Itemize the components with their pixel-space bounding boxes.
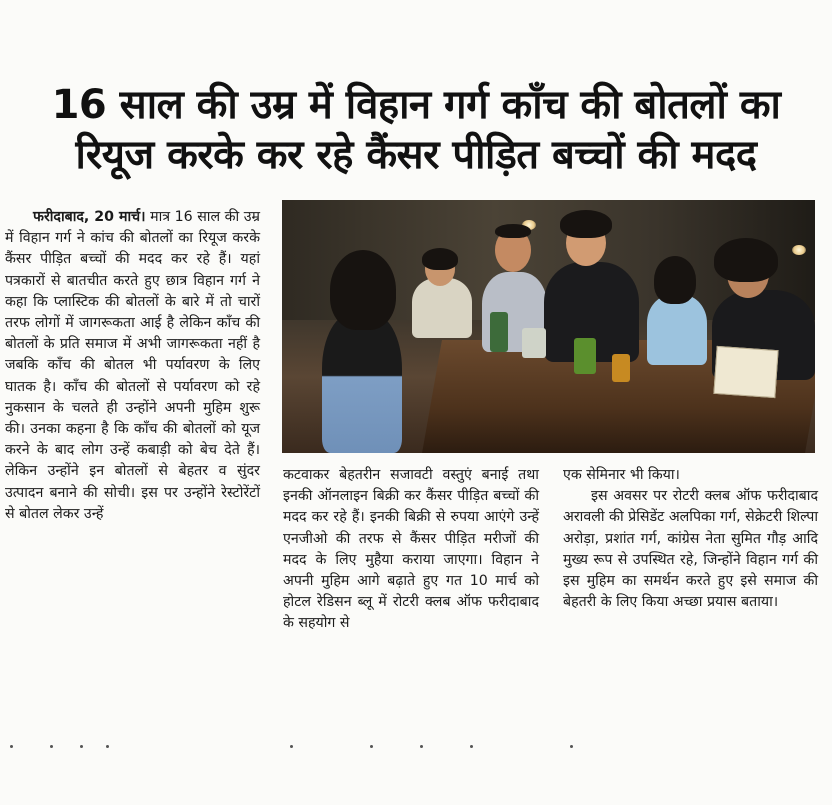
glass-jar	[522, 328, 546, 358]
headline-line-1: 16 साल की उम्र में विहान गर्ग काँच की बोतलों का	[51, 82, 781, 128]
person-girl-foreground	[322, 312, 402, 453]
news-photo	[282, 200, 815, 453]
glass-bottle	[574, 338, 596, 374]
person-girl-right	[647, 295, 707, 365]
headline-line-2: रियूज करके कर रहे कैंसर पीड़ित बच्चों की मदद	[75, 132, 757, 178]
person-hair	[422, 248, 458, 270]
glass-bottle	[612, 354, 630, 382]
person-hair	[654, 256, 696, 304]
ceiling-light	[792, 245, 806, 255]
dateline: फरीदाबाद, 20 मार्च।	[33, 209, 146, 225]
column-3-intro: एक सेमिनार भी किया।	[563, 467, 680, 483]
display-card	[713, 346, 778, 398]
person-hair	[495, 224, 531, 238]
headline	[10, 80, 822, 180]
glass-bottle	[490, 312, 508, 352]
article-column-3	[563, 465, 818, 613]
person-background-left	[412, 278, 472, 338]
column-1-text: मात्र 16 साल की उम्र में विहान गर्ग ने कांच की बोतलों का रियूज करके कैंसर पीड़ित बच्चों की मदद कर रहे हैं। यहां पत्रकारों से बातचीत करते हुए छात्र विहान गर्ग ने कहा कि प्लास्टिक की बोतलों के बारे में तो चारों तरफ लोगों में जागरूकता आई है लेकिन काँच की बोतलों के प्रति समाज में अभी जागरूकता नहीं है जबकि काँच की बोतल भी पर्यावरण के लिए घातक है। काँच की बोतलों से पर्यावरण को रहे नुकसान के चलते ही उन्होंने अपनी मुहिम शुरू की। उनका कहना है कि काँच की बोतलों को यूज करने के बाद लोग उन्हें कबाड़ी को बेच देते हैं। लेकिन उन्होंने इन बोतलों से बेहतर व सुंदर उत्पादन बनाने की सोची। इस पर उन्होंने रेस्टोरेंटों से बोतल लेकर उन्हें	[5, 209, 260, 522]
column-3-text: इस अवसर पर रोटरी क्लब ऑफ फरीदाबाद अरावली की प्रेसिडेंट अलपिका गर्ग, सेक्रेटरी शिल्पा अरोड़ा, प्रशांत गर्ग, कांग्रेस नेता सुमित गौड़ आदि मुख्य रूप से उपस्थित रहे, जिन्होंने विहान गर्ग की इस मुहिम का समर्थन करते हुए इसे समाज की बेहतरी के लिए किया अच्छा प्रयास बताया।	[563, 488, 818, 611]
cut-edge-marks	[10, 745, 810, 749]
article-column-1	[5, 207, 260, 525]
person-hair	[330, 250, 396, 330]
person-hair	[560, 210, 612, 238]
article-column-2: कटवाकर बेहतरीन सजावटी वस्तुएं बनाई तथा इनकी ऑनलाइन बिक्री कर कैंसर पीड़ित बच्चों की मदद कर रहे हैं। इनकी बिक्री से रुपया आएंगे उन्हें एनजीओ की तरफ से कैंसर पीड़ित मरीजों की मदद के लिए मुहैया कराया जाएगा। विहान ने अपनी मुहिम आगे बढ़ाते हुए गत 10 मार्च को होटल रेडिसन ब्लू में रोटरी क्लब ऑफ फरीदाबाद के सहयोग से	[283, 467, 539, 632]
person-hair	[714, 238, 778, 282]
